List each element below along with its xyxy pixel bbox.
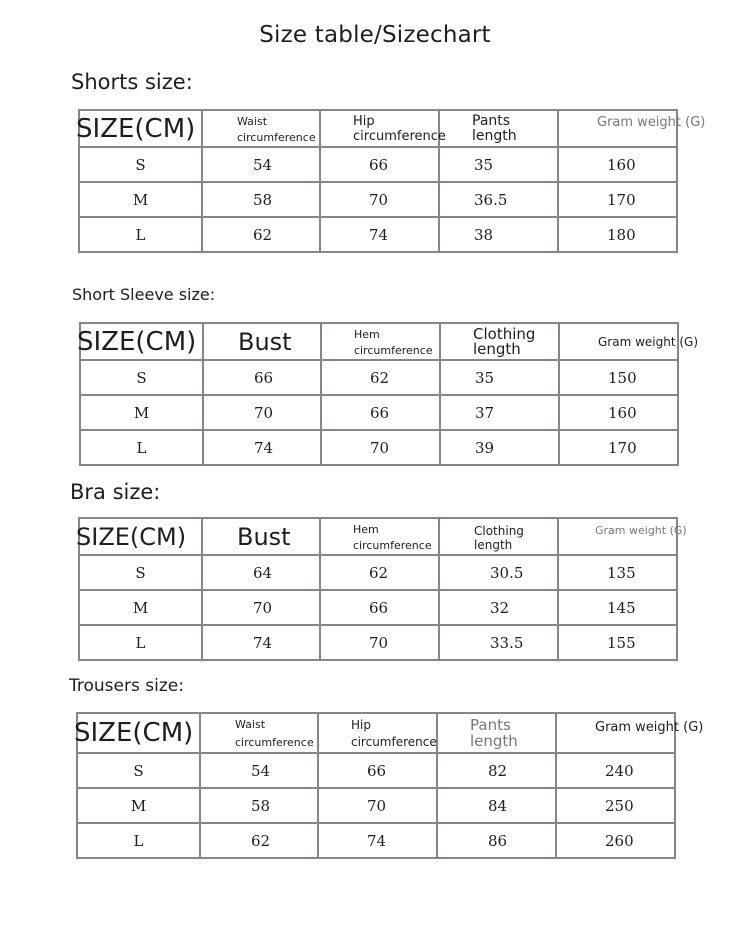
value-cell: 30.5 — [439, 555, 558, 590]
bust-header: Bust — [238, 327, 292, 356]
size-cell: M — [79, 590, 202, 625]
value-cell: 58 — [200, 788, 318, 823]
hem-header: Hem circumference — [353, 522, 432, 552]
table-row — [79, 182, 677, 217]
gram-cell: 160 — [559, 395, 678, 430]
gram-cell: 150 — [559, 360, 678, 395]
value-cell: 84 — [437, 788, 556, 823]
hem-header: Hem circumference — [354, 327, 433, 357]
clothing-length-header: Clothing length — [473, 324, 536, 358]
table-row — [79, 625, 677, 660]
value-cell: 66 — [203, 360, 321, 395]
table-row — [79, 217, 677, 252]
value-cell: 66 — [318, 753, 437, 788]
size-cell: S — [77, 753, 200, 788]
table-row — [77, 753, 675, 788]
size-cell: L — [79, 217, 202, 252]
shorts-section-label: Shorts size: — [71, 70, 193, 94]
table-header-row — [79, 110, 677, 147]
value-cell: 66 — [320, 147, 439, 182]
value-cell: 62 — [321, 360, 440, 395]
gram-weight-header: Gram weight (G) — [598, 334, 699, 349]
size-cell: S — [80, 360, 203, 395]
size-cell: M — [77, 788, 200, 823]
pants-length-header: Pants length — [472, 112, 517, 144]
trousers-section-label: Trousers size: — [69, 676, 184, 696]
size-cell: M — [80, 395, 203, 430]
value-cell: 36.5 — [439, 182, 558, 217]
table-row — [79, 147, 677, 182]
size-header: SIZE(CM) — [76, 522, 187, 551]
gram-cell: 160 — [558, 147, 677, 182]
short-sleeve-size-table — [77, 322, 699, 466]
pants-length-header: Pants length — [470, 716, 518, 750]
value-cell: 70 — [318, 788, 437, 823]
page-title: Size table/Sizechart — [259, 22, 491, 48]
size-header: SIZE(CM) — [74, 718, 194, 748]
table-row — [79, 590, 677, 625]
value-cell: 62 — [320, 555, 439, 590]
size-header: SIZE(CM) — [77, 326, 197, 357]
value-cell: 62 — [202, 217, 320, 252]
gram-cell: 145 — [558, 590, 677, 625]
value-cell: 35 — [439, 147, 558, 182]
gram-cell: 170 — [558, 182, 677, 217]
value-cell: 54 — [202, 147, 320, 182]
value-cell: 54 — [200, 753, 318, 788]
gram-cell: 135 — [558, 555, 677, 590]
gram-cell: 170 — [559, 430, 678, 465]
size-cell: S — [79, 555, 202, 590]
size-cell: L — [77, 823, 200, 858]
waist-header: Waist circumference — [237, 114, 316, 144]
value-cell: 70 — [202, 590, 320, 625]
value-cell: 33.5 — [439, 625, 558, 660]
gram-cell: 260 — [556, 823, 675, 858]
gram-cell: 250 — [556, 788, 675, 823]
value-cell: 70 — [321, 430, 440, 465]
size-cell: L — [80, 430, 203, 465]
value-cell: 38 — [439, 217, 558, 252]
gram-cell: 240 — [556, 753, 675, 788]
size-cell: M — [79, 182, 202, 217]
value-cell: 62 — [200, 823, 318, 858]
size-header: SIZE(CM) — [76, 113, 196, 144]
value-cell: 74 — [202, 625, 320, 660]
gram-weight-header: Gram weight (G) — [597, 115, 706, 130]
table-row — [80, 395, 678, 430]
value-cell: 70 — [320, 625, 439, 660]
clothing-length-header: Clothing length — [474, 523, 524, 552]
table-header-row — [79, 518, 677, 555]
table-row — [79, 555, 677, 590]
table-row — [77, 823, 675, 858]
value-cell: 74 — [318, 823, 437, 858]
value-cell: 58 — [202, 182, 320, 217]
value-cell: 39 — [440, 430, 559, 465]
value-cell: 37 — [440, 395, 559, 430]
bra-section-label: Bra size: — [70, 480, 161, 504]
table-row — [77, 788, 675, 823]
value-cell: 66 — [321, 395, 440, 430]
shorts-size-table — [76, 109, 706, 253]
table-row — [80, 360, 678, 395]
value-cell: 70 — [320, 182, 439, 217]
table-row — [80, 430, 678, 465]
hip-header: Hip circumference — [351, 718, 437, 749]
value-cell: 74 — [203, 430, 321, 465]
value-cell: 35 — [440, 360, 559, 395]
value-cell: 64 — [202, 555, 320, 590]
gram-cell: 180 — [558, 217, 677, 252]
bra-size-table — [76, 517, 687, 661]
value-cell: 74 — [320, 217, 439, 252]
gram-weight-header: Gram weight (G) — [595, 719, 704, 735]
value-cell: 82 — [437, 753, 556, 788]
waist-header: Waist circumference — [235, 718, 314, 749]
trousers-size-table — [74, 712, 704, 859]
table-header-row — [80, 323, 678, 360]
value-cell: 86 — [437, 823, 556, 858]
value-cell: 66 — [320, 590, 439, 625]
value-cell: 70 — [203, 395, 321, 430]
size-cell: S — [79, 147, 202, 182]
gram-cell: 155 — [558, 625, 677, 660]
value-cell: 32 — [439, 590, 558, 625]
table-header-row — [77, 713, 675, 753]
bust-header: Bust — [237, 522, 291, 551]
short-sleeve-section-label: Short Sleeve size: — [72, 285, 216, 304]
hip-header: Hip circumference — [353, 113, 446, 144]
gram-weight-header: Gram weight (G) — [595, 524, 687, 537]
size-cell: L — [79, 625, 202, 660]
